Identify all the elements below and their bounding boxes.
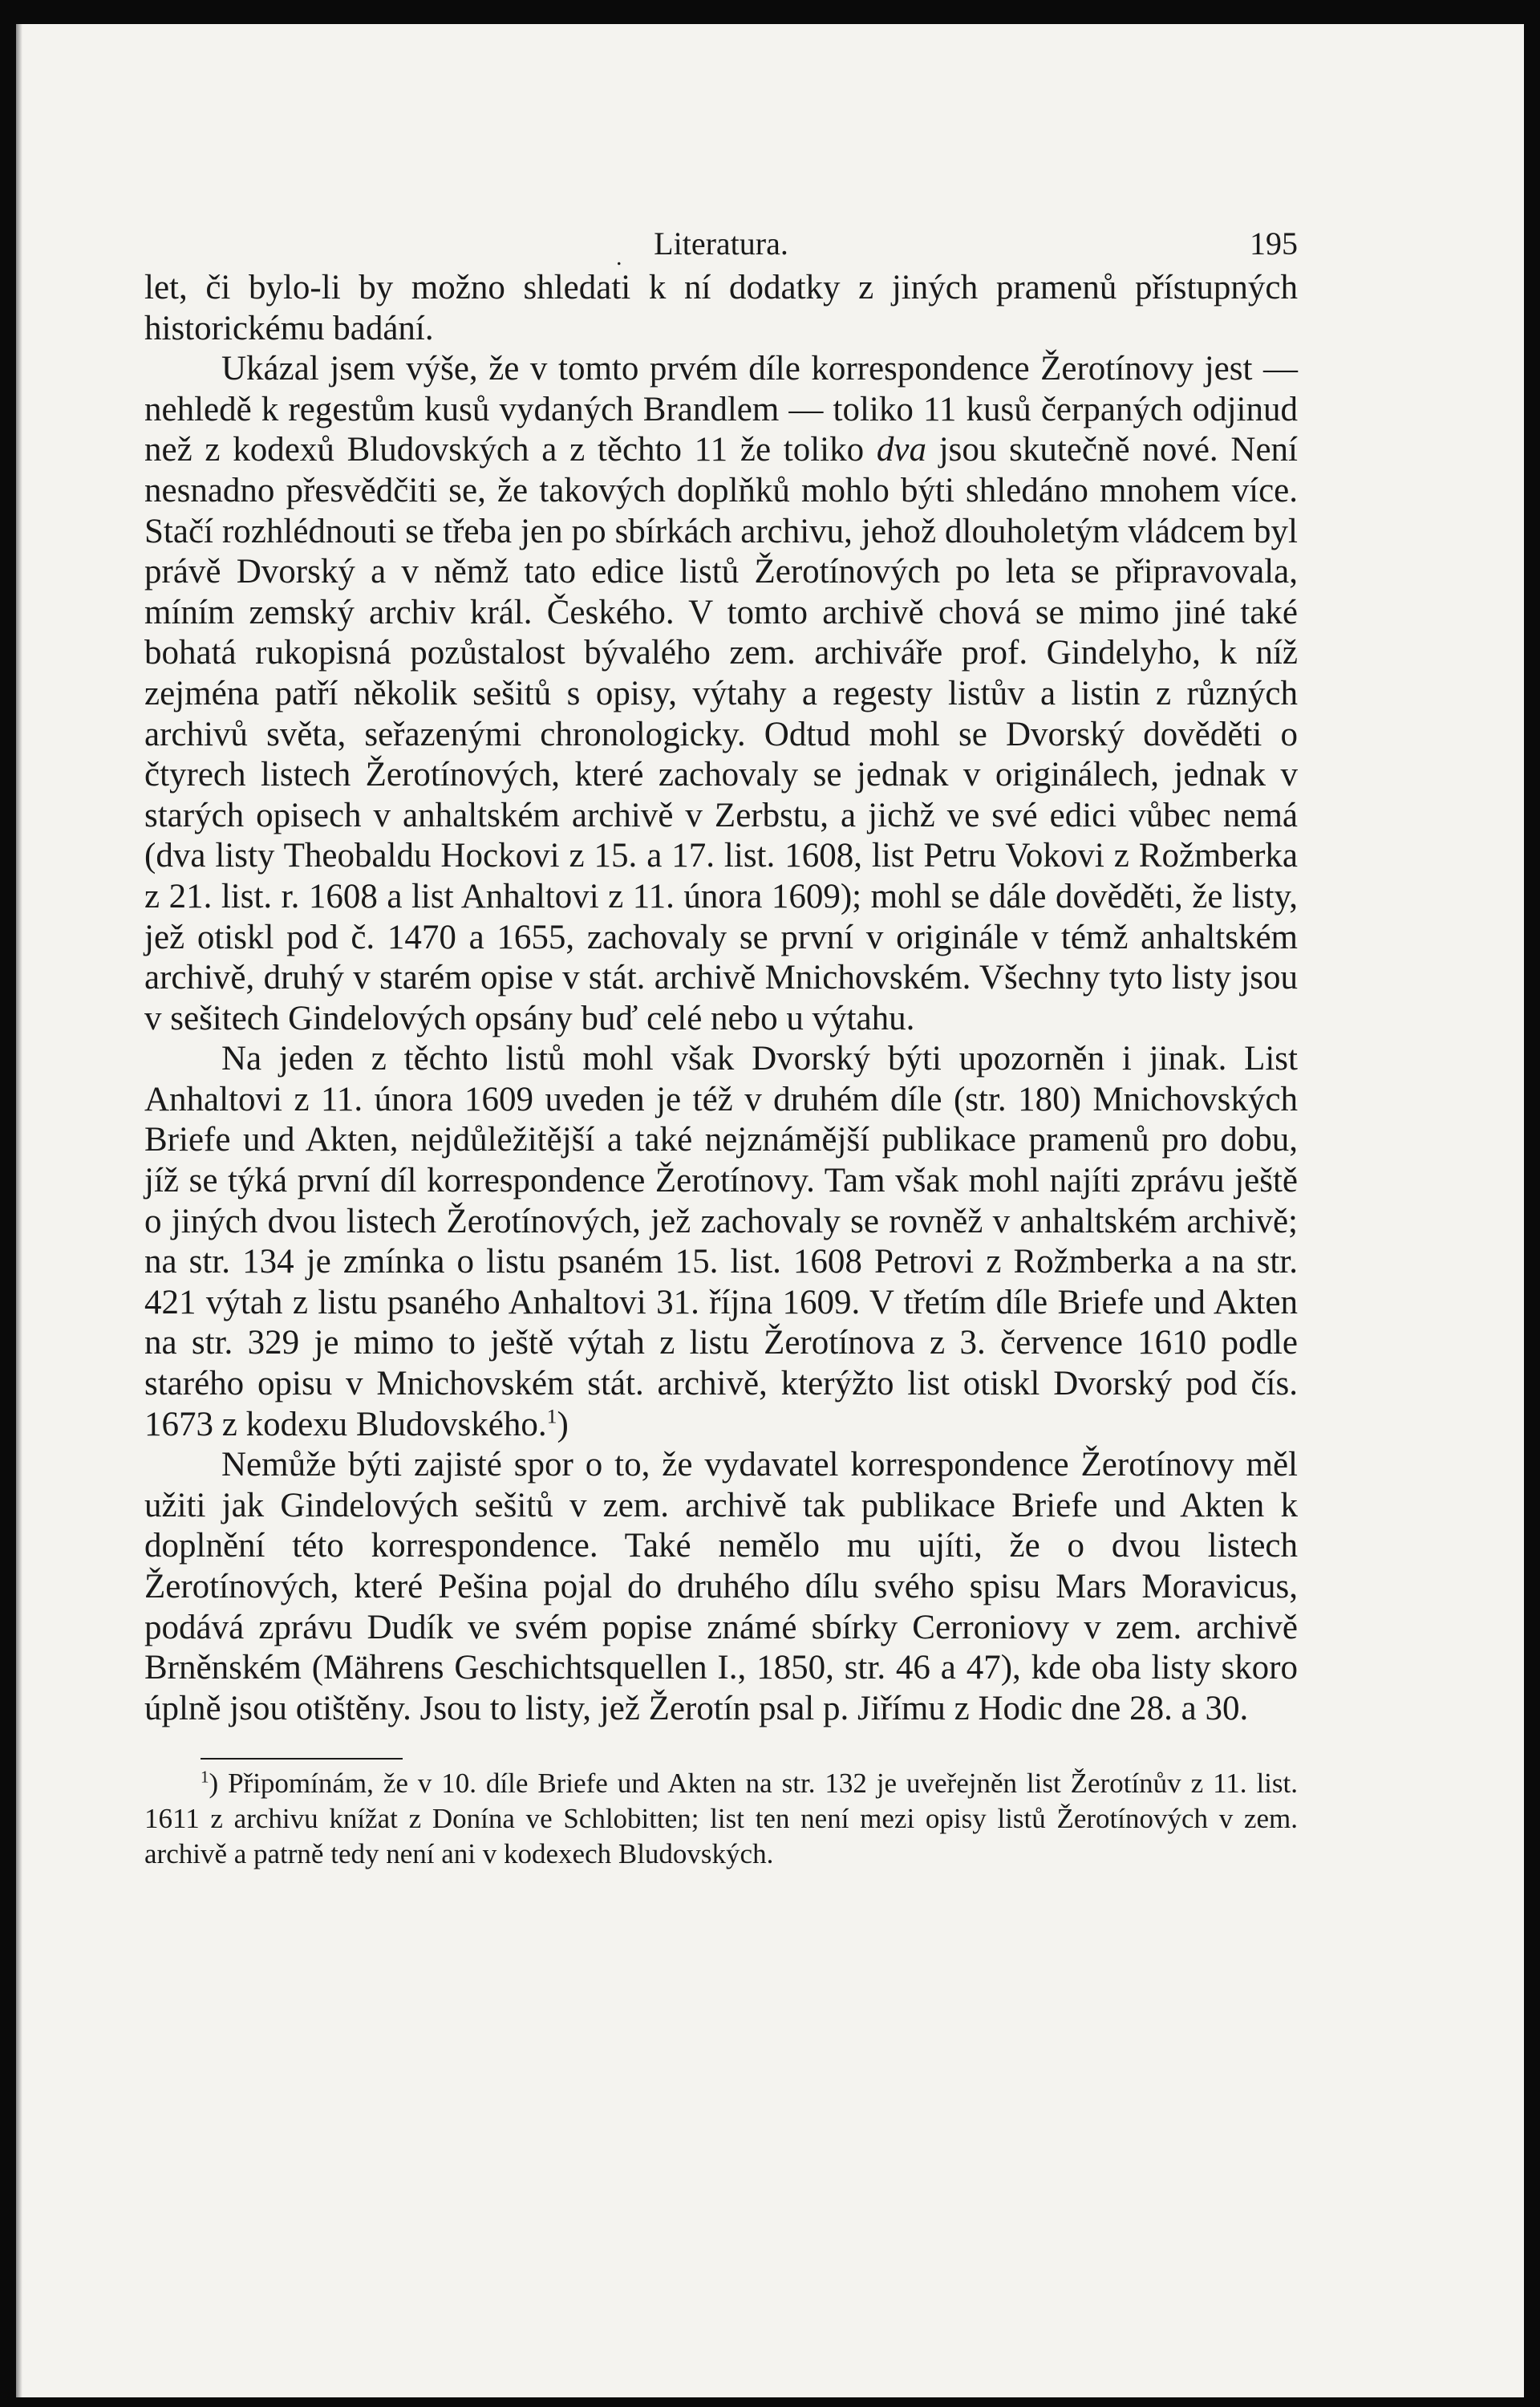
stray-mark: . bbox=[616, 244, 622, 270]
running-header bbox=[144, 209, 1298, 270]
body-text bbox=[144, 268, 1298, 1729]
running-title: Literatura. bbox=[654, 225, 788, 262]
paragraph-text: ) bbox=[557, 1405, 569, 1443]
paragraph bbox=[144, 1039, 1298, 1445]
footnote-text: ) Připomínám, že v 10. díle Briefe und Akten na str. 132 je uveřejněn list Žerotínův z 11. list. 1611 z archivu knížat z Donína ve Schlobitten; list ten není mezi opisy listů Žerotínových v zem. archivě a patrně tedy není ani v kodexech Bludovských. bbox=[144, 1768, 1298, 1870]
paragraph bbox=[144, 349, 1298, 1039]
footnote-marker: 1 bbox=[201, 1767, 209, 1787]
paragraph bbox=[144, 1445, 1298, 1729]
scanned-page bbox=[16, 24, 1524, 2397]
page-number: 195 bbox=[1250, 225, 1298, 262]
paragraph-text: jsou skutečně nové. Není nesnadno přesvědčiti se, že takových doplňků mohlo býti shledáno mnohem více. Stačí rozhlédnouti se třeba jen po sbírkách archivu, jehož dlouholetým vládcem byl právě Dvorský a v němž tato edice listů Žerotínových po leta se připravovala, míním zemský archiv král. Českého. V tomto archivě chová se mimo jiné také bohatá rukopisná pozůstalost bývalého zem. archiváře prof. Gindelyho, k níž zejména patří několik sešitů s opisy, výtahy a regesty listův a listin z různých archivů světa, seřazenými chronologicky. Odtud mohl se Dvorský dověděti o čtyrech listech Žerotínových, které zachovaly se jednak v originálech, jednak v starých opisech v anhaltském archivě v Zerbstu, a jichž ve své edici vůbec nemá (dva listy Theobaldu Hockovi z 15. a 17. list. 1608, list Petru Vokovi z Rožmberka z 21. list. r. 1608 a list Anhaltovi z 11. února 1609); mohl se dále dověděti, že listy, jež otiskl pod č. 1470 a 1655, zachovaly se první v originále v témž anhaltském archivě, druhý v starém opise v stát. archivě Mnichovském. Všechny tyto listy jsou v sešitech Gindelových opsány buď celé nebo u výtahu. bbox=[144, 431, 1298, 1037]
paragraph-text: let, či bylo-li by možno shledati k ní dodatky z jiných pramenů přístupných historickému badání. bbox=[144, 269, 1298, 347]
paragraph-text: Nemůže býti zajisté spor o to, že vydavatel korrespondence Žerotínovy měl užiti jak Gindelových sešitů v zem. archivě tak publikace Briefe und Akten k doplnění této korrespondence. Také nemělo mu ujíti, že o dvou listech Žerotínových, které Pešina pojal do druhého dílu svého spisu Mars Moravicus, podává zprávu Dudík ve svém popise známé sbírky Cerroniovy v zem. archivě Brněnském (Mährens Geschichtsquellen I., 1850, str. 46 a 47), kde oba listy skoro úplně jsou otištěny. Jsou to listy, jež Žerotín psal p. Jiřímu z Hodic dne 28. a 30. bbox=[144, 1446, 1298, 1727]
footnote-divider bbox=[201, 1758, 403, 1760]
paragraph-text: Na jeden z těchto listů mohl však Dvorský býti upozorněn i jinak. List Anhaltovi z 11. února 1609 uveden je též v druhém díle (str. 180) Mnichovských Briefe und Akten, nejdůležitější a také nejznámější publikace pramenů pro dobu, jíž se týká první díl korrespondence Žerotínovy. Tam však mohl najíti zprávu ještě o jiných dvou listech Žerotínových, jež zachovaly se rovněž v anhaltském archivě; na str. 134 je zmínka o listu psaném 15. list. 1608 Petrovi z Rožmberka a na str. 421 výtah z listu psaného Anhaltovi 31. října 1609. V třetím díle Briefe und Akten na str. 329 je mimo to ještě výtah z listu Žerotínova z 3. července 1610 podle starého opisu v Mnichovském stát. archivě, kterýžto list otiskl Dvorský pod čís. 1673 z kodexu Bludovského. bbox=[144, 1040, 1298, 1443]
emphasis-text: dva bbox=[876, 431, 926, 469]
paragraph-text: Ukázal jsem výše, že v tomto prvém díle korrespondence Žerotínovy jest — nehledě k regestům kusů vydaných Brandlem — toliko 11 kusů čerpaných odjinud než z kodexů Bludovských a z těchto 11 že toliko bbox=[144, 350, 1298, 469]
paragraph bbox=[144, 268, 1298, 349]
footnote-reference: 1 bbox=[546, 1404, 557, 1428]
page-edge-shadow bbox=[16, 24, 22, 2397]
page-content bbox=[144, 209, 1298, 1872]
footnote bbox=[144, 1766, 1298, 1872]
